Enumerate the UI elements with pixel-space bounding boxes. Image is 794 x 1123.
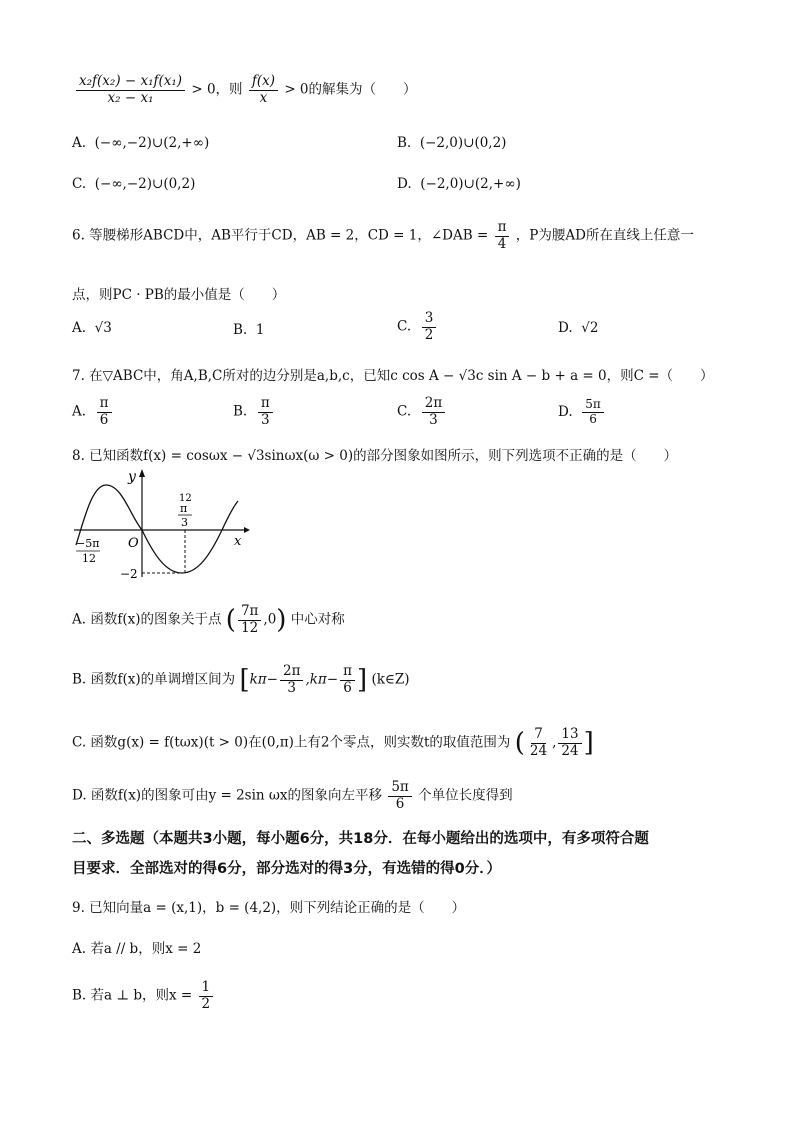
option-text: √3 (94, 320, 112, 336)
y-axis-arrow (139, 469, 145, 477)
q6-stem-line2: 点，则PC · PB的最小值是（ ） (72, 287, 286, 303)
option-label: D. (558, 403, 573, 420)
q8-stem: 8. 已知函数f(x) = cosωx − √3sinωx(ω > 0)的部分图象如图所示，则下列选项不正确的是（ ） (72, 448, 678, 464)
fraction-den: 6 (589, 411, 597, 426)
option-text: (−2,0)∪(0,2) (419, 135, 507, 151)
fraction-num: π (97, 396, 112, 413)
left-label-num: −5π (76, 537, 100, 550)
option-fraction (340, 664, 355, 696)
q6-text-a: 6. 等腰梯形ABCD中，AB平行于CD，AB = 2，CD = 1，∠DAB = (72, 227, 489, 244)
option-fraction (582, 398, 604, 427)
fraction-den: 3 (260, 411, 270, 428)
q6-stem-line1 (72, 220, 694, 252)
q5-tail: > 0的解集为（ ） (284, 81, 417, 98)
x-label: x (234, 534, 242, 549)
option-label: D. (558, 320, 573, 336)
fraction-den: 6 (99, 411, 109, 428)
q5-cond-denominator: x₂ − x₁ (107, 89, 154, 106)
x-axis-arrow (244, 527, 250, 533)
q6-angle-fraction (495, 220, 510, 252)
fraction-num: 5π (388, 780, 411, 797)
fraction-num: 2π (280, 664, 303, 681)
option-text: 1 (255, 322, 265, 338)
option-text: kπ− (249, 671, 278, 688)
paren-right: ) (276, 605, 287, 636)
q8-option-c[interactable]: C. 函数g(x) = f(tωx)(t > 0)在(0,π)上有2个零点，则实数t的取值范围为 ( $\frac{7}{24}$ , $\frac{13}{24}$ ] (72, 726, 594, 759)
q9-stem: 9. 已知向量a = (x,1)，b = (4,2)，则下列结论正确的是（ ） (72, 900, 466, 916)
option-fraction (97, 396, 112, 428)
option-label: C. (72, 176, 87, 192)
option-label: D. (397, 176, 412, 192)
q6-option-a[interactable] (72, 320, 112, 336)
option-text: C. 函数g(x) = f(tωx)(t > 0)在(0,π)上有2个零点，则实数t的取值范围为 (72, 734, 511, 751)
fraction-num: 7 (531, 727, 546, 744)
option-fraction (238, 604, 261, 636)
q6-angle-den: 4 (497, 235, 507, 252)
q8-option-b[interactable] (72, 664, 410, 696)
option-text: D. 函数f(x)的图象可由y = 2sin ωx的图象向左平移 (72, 787, 383, 804)
fraction-num: 1 (199, 980, 214, 997)
q5-option-a[interactable] (72, 135, 209, 151)
fraction-den: 2 (201, 995, 211, 1012)
q8-graph (70, 465, 250, 585)
option-text: (k∈Z) (371, 671, 410, 688)
option-text: 中心对称 (290, 611, 345, 628)
option-label: C. (397, 318, 412, 335)
option-text: (−∞,−2)∪(2,+∞) (94, 135, 210, 151)
q7-option-a[interactable] (72, 396, 114, 428)
fraction-den: 6 (395, 795, 405, 812)
option-label: A. (72, 403, 87, 420)
bracket-left: [ (239, 665, 250, 696)
option-text: B. 函数f(x)的单调增区间为 (72, 671, 236, 688)
option-fraction (199, 980, 214, 1012)
q6-option-c[interactable] (397, 311, 438, 343)
option-text: ,kπ− (305, 671, 339, 688)
option-label: B. (397, 135, 412, 151)
paren-left: ( (225, 605, 236, 636)
fraction-num: π (258, 396, 273, 413)
option-fraction (527, 727, 550, 759)
option-fraction (388, 780, 411, 812)
fraction-den: 24 (529, 742, 548, 759)
q6-text-b: ，P为腰AD所在直线上任意一 (515, 227, 694, 244)
option-text: (−2,0)∪(2,+∞) (420, 176, 521, 192)
option-label: A. (72, 320, 87, 336)
option-label: A. (72, 135, 87, 151)
q5-option-c[interactable] (72, 176, 195, 192)
q5-f-denominator: x (259, 89, 268, 106)
q9-option-a[interactable]: A. 若a // b，则x = 2 (72, 941, 202, 957)
q8-option-d[interactable] (72, 780, 513, 812)
right-label-top: 12 (179, 493, 192, 504)
fraction-den: 2 (424, 326, 434, 343)
fraction-den: 3 (287, 679, 297, 696)
origin-label: O (128, 536, 139, 551)
option-text: (−∞,−2)∪(0,2) (94, 176, 196, 192)
q5-f-numerator: f(x) (249, 74, 278, 91)
right-label-den: 3 (181, 516, 188, 529)
y-label: y (128, 469, 136, 485)
option-text: B. 若a ⊥ b，则x = (72, 987, 193, 1004)
section2-heading-line2: 目要求．全部选对的得6分，部分选对的得3分，有选错的得0分．） (72, 861, 502, 877)
q9-option-b[interactable] (72, 980, 215, 1012)
option-fraction (258, 396, 273, 428)
bracket-right: ] (583, 728, 594, 759)
fraction-den: 12 (241, 619, 259, 636)
q8-option-a[interactable] (72, 604, 345, 636)
q5-condition (74, 74, 417, 106)
q7-stem: 7. 在▽ABC中，角A,B,C所对的边分别是a,b,c，已知c cos A − √3c sin A − b + a = 0，则C =（ ） (72, 368, 714, 384)
section2-heading-line1: 二、多选题（本题共3小题，每小题6分，共18分．在每小题给出的选项中，有多项符合题 (72, 831, 649, 847)
q7-option-b[interactable] (233, 396, 275, 428)
fraction-num: π (340, 664, 355, 681)
left-label-den: 12 (82, 552, 96, 565)
fraction-den: 24 (561, 742, 579, 759)
q5-option-d[interactable] (397, 176, 521, 192)
option-label: B. (233, 403, 248, 420)
fraction-num: 7π (238, 604, 261, 621)
option-label: C. (397, 403, 412, 420)
min-label: −2 (120, 567, 138, 581)
option-fraction (558, 727, 581, 759)
q5-cond-tail: > 0，则 (191, 81, 243, 98)
right-label-num: π (180, 502, 188, 515)
bracket-right: ] (356, 665, 368, 696)
fraction-den: 6 (343, 679, 352, 696)
option-text: A. 函数f(x)的图象关于点 (72, 611, 222, 628)
q6-angle-num: π (495, 220, 510, 237)
option-fraction (422, 396, 445, 428)
q5-cond-fraction (76, 74, 185, 106)
fraction-num: 3 (422, 311, 437, 328)
option-fraction (422, 311, 437, 343)
option-text: 个单位长度得到 (418, 787, 513, 804)
q6-option-d[interactable] (558, 320, 598, 336)
option-text: √2 (581, 320, 599, 336)
q6-option-b[interactable] (233, 322, 264, 338)
fraction-num: 2π (422, 396, 445, 413)
option-label: B. (233, 322, 248, 338)
q7-option-c[interactable] (397, 396, 447, 428)
q5-cond-numerator: x₂f(x₂) − x₁f(x₁) (76, 74, 185, 91)
fraction-num: 13 (558, 727, 581, 744)
paren-left: ( (514, 728, 525, 759)
option-text: ,0 (263, 611, 277, 628)
fraction-den: 3 (429, 411, 438, 428)
cosine-curve (76, 485, 238, 573)
fraction-num: 5π (582, 398, 604, 413)
q7-option-d[interactable] (558, 398, 606, 427)
q5-f-fraction (249, 74, 278, 106)
q5-option-b[interactable] (397, 135, 506, 151)
option-fraction (280, 664, 303, 696)
